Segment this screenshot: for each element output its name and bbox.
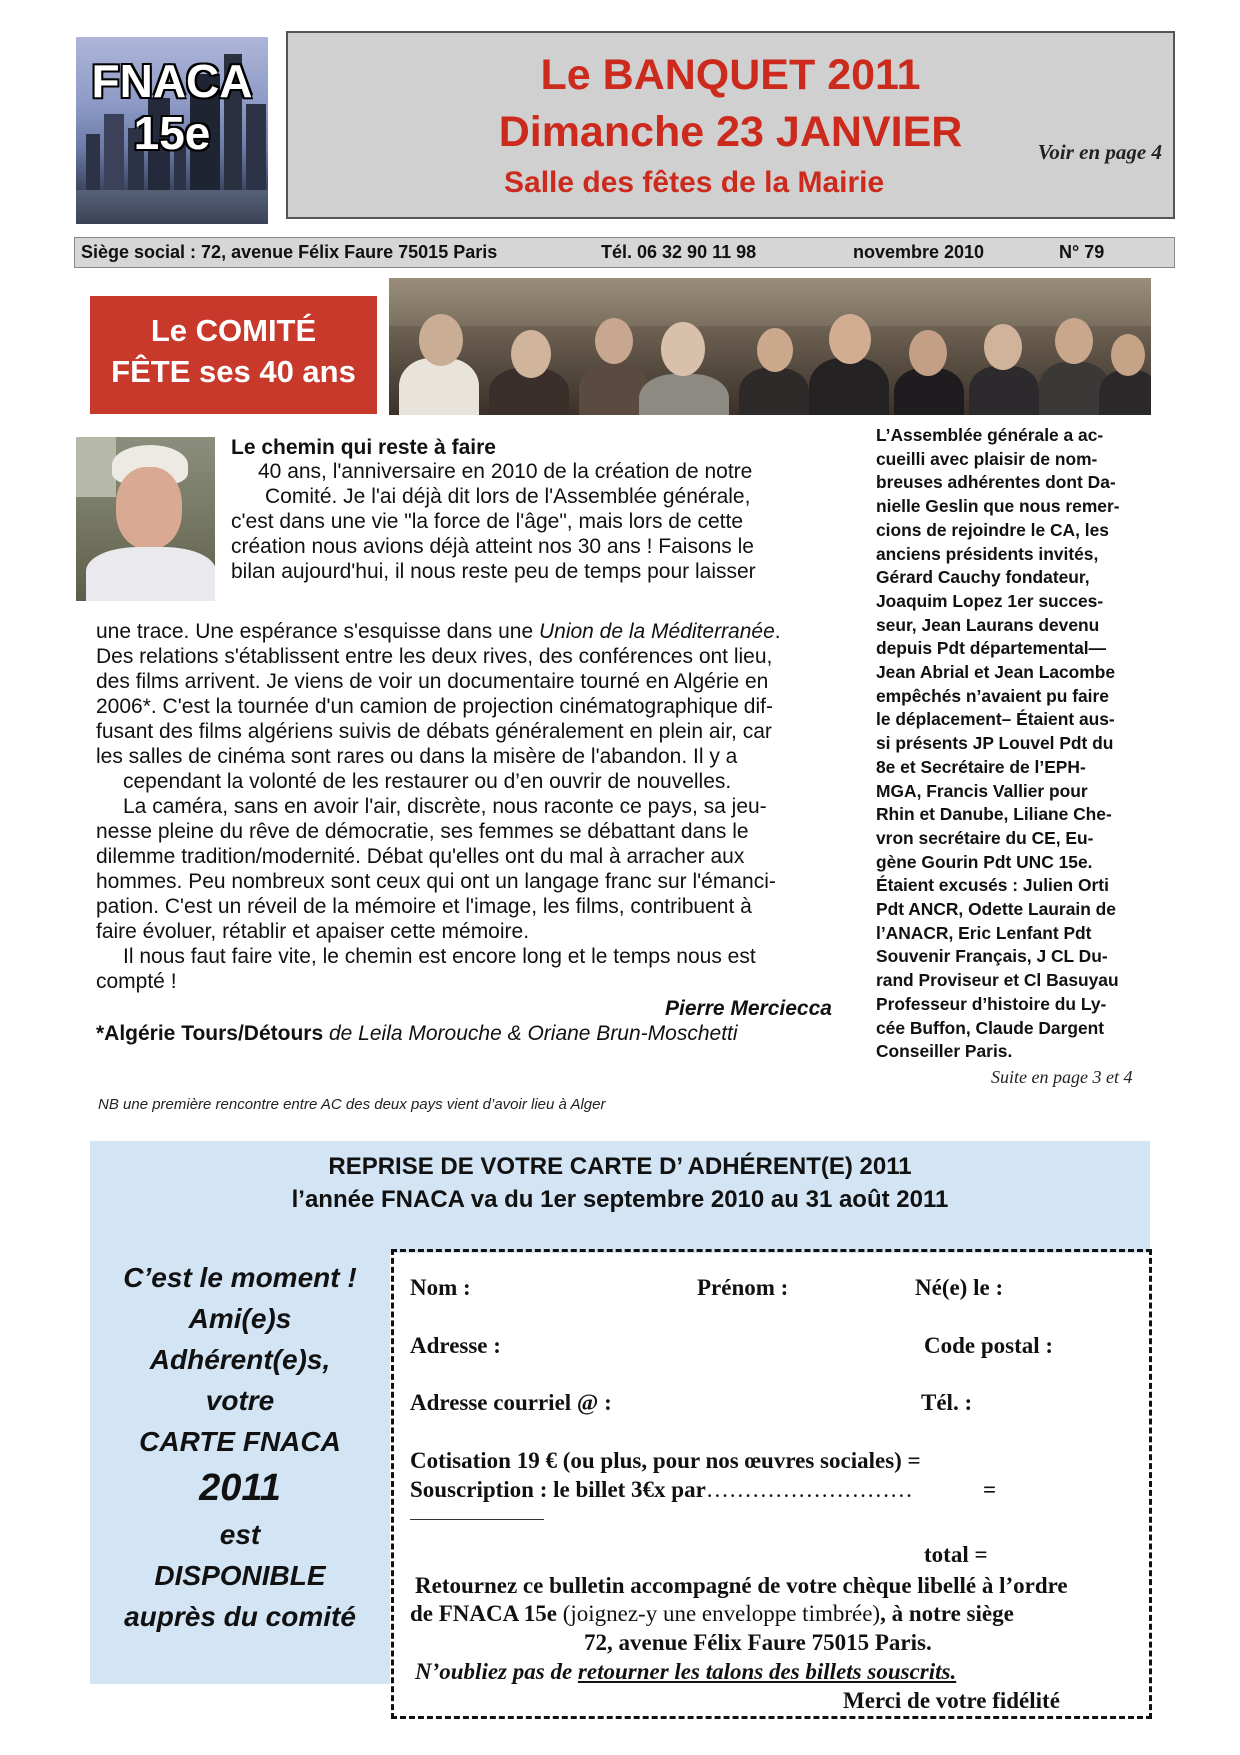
article-line: Comité. Je l'ai déjà dit lors de l'Assemblée générale,	[265, 485, 751, 508]
report-line: Gérard Cauchy fondateur,	[876, 567, 1090, 588]
fnaca-logo	[76, 37, 268, 224]
name-field-label[interactable]: Nom :	[410, 1275, 471, 1300]
phone-field-label[interactable]: Tél. :	[921, 1390, 973, 1415]
message-line: CARTE FNACA	[139, 1426, 341, 1457]
phone-number: Tél. 06 32 90 11 98	[601, 242, 757, 262]
article-line: les salles de cinéma sont rares ou dans la misère de l'abandon. Il y a	[96, 745, 738, 768]
article-line: pation. C'est un réveil de la mémoire et l'image, les films, contribuent à	[96, 895, 752, 918]
message-line: Adhérent(e)s,	[149, 1344, 331, 1375]
email-field-label[interactable]: Adresse courriel @ :	[410, 1390, 612, 1415]
return-address: 72, avenue Félix Faure 75015 Paris.	[584, 1630, 932, 1655]
report-line: cueilli avec plaisir de nom-	[876, 448, 1098, 469]
article-line: fusant des films algériens suivis de débats généralement en plein air, car	[96, 720, 772, 743]
article-line: nesse pleine du rêve de démocratie, ses femmes se débattant dans le	[96, 820, 749, 843]
birth-date-field-label[interactable]: Né(e) le :	[915, 1275, 1004, 1300]
assembly-photo	[389, 278, 1151, 415]
article-line: compté !	[96, 970, 177, 993]
report-line: Étaient excusés : Julien Orti	[876, 875, 1109, 896]
banquet-header	[286, 31, 1175, 219]
article-line: dilemme tradition/modernité. Débat qu'elles ont du mal à arracher aux	[96, 845, 745, 868]
info-bar	[74, 237, 1175, 268]
article-footnote	[96, 1021, 738, 1046]
article-line: c'est dans une vie "la force de l'âge", mais lors de cette	[231, 510, 744, 533]
report-line: breuses adhérentes dont Da-	[876, 472, 1116, 493]
report-line: L’Assemblée générale a ac-	[876, 425, 1104, 445]
report-line: MGA, Francis Vallier pour	[876, 780, 1088, 801]
message-line: Ami(e)s	[188, 1303, 292, 1334]
subscription-dots: ………………………	[705, 1477, 913, 1502]
message-line: votre	[205, 1385, 275, 1416]
article-line	[96, 619, 781, 644]
report-line: seur, Jean Laurans devenu	[876, 614, 1100, 635]
article-line: Il nous faut faire vite, le chemin est encore long et le temps nous est	[123, 945, 756, 968]
message-line: auprès du comité	[124, 1601, 356, 1632]
report-line: Jean Abrial et Jean Lacombe	[876, 662, 1116, 683]
membership-heading: REPRISE DE VOTRE CARTE D’ ADHÉRENT(E) 2011	[328, 1153, 912, 1180]
membership-period: l’année FNACA va du 1er septembre 2010 au 31 août 2011	[291, 1186, 949, 1213]
article-text: .	[774, 620, 781, 643]
message-year: 2011	[199, 1467, 281, 1509]
article-line: bilan aujourd'hui, il nous reste peu de temps pour laisser	[231, 560, 756, 583]
author-portrait	[76, 437, 215, 601]
report-line: le déplacement– Étaient aus-	[876, 709, 1115, 730]
comite-banner	[90, 296, 377, 414]
continued-note: Suite en page 3 et 4	[991, 1067, 1133, 1087]
report-line: cée Buffon, Claude Dargent	[876, 1017, 1105, 1038]
reminder-text: N’oubliez pas de	[415, 1659, 578, 1684]
report-line: vron secrétaire du CE, Eu-	[876, 827, 1094, 848]
article-line: Des relations s'établissent entre les deux rives, des conférences ont lieu,	[96, 645, 773, 668]
return-text: , à notre siège	[880, 1601, 1014, 1626]
report-line: Joaquim Lopez 1er succes-	[876, 590, 1104, 611]
first-name-field-label[interactable]: Prénom :	[697, 1275, 789, 1300]
subscription-label: Souscription : le billet 3€x par	[410, 1477, 706, 1502]
subscription-line[interactable]	[410, 1477, 913, 1503]
report-line: nielle Geslin que nous remer-	[876, 496, 1120, 517]
article-line: 2006*. C'est la tournée d'un camion de projection cinématographique dif-	[96, 695, 773, 718]
logo-title: FNACA	[91, 55, 253, 107]
report-line: gène Gourin Pdt UNC 15e.	[876, 851, 1093, 872]
assembly-report-column	[876, 424, 1146, 1064]
separator-line	[410, 1519, 544, 1520]
banquet-title: Le BANQUET 2011	[540, 51, 921, 99]
return-instructions	[410, 1601, 1014, 1627]
thanks-line: Merci de votre fidélité	[843, 1688, 1060, 1713]
report-line: rand Proviseur et Cl Basuyau	[876, 970, 1119, 991]
article-emphasis: Union de la Méditerranée	[538, 620, 775, 643]
report-line: Rhin et Danube, Liliane Che-	[876, 804, 1112, 825]
article-line: cependant la volonté de les restaurer ou d’en ouvrir de nouvelles.	[123, 770, 732, 793]
report-line: Souvenir Français, J CL Du-	[876, 946, 1108, 967]
nb-note: NB une première rencontre entre AC des deux pays vient d’avoir lieu à Alger	[98, 1096, 606, 1113]
article-line: faire évoluer, rétablir et apaiser cette mémoire.	[96, 920, 530, 943]
report-line: Professeur d’histoire du Ly-	[876, 993, 1107, 1014]
footnote-title: *Algérie Tours/Détours	[96, 1022, 324, 1045]
article-text: une trace. Une espérance s'esquisse dans une	[96, 620, 539, 643]
report-line: 8e et Secrétaire de l’EPH-	[876, 756, 1086, 777]
article-line: création nous avions déjà atteint nos 30 ans ! Faisons le	[231, 535, 754, 558]
postal-code-field-label[interactable]: Code postal :	[924, 1333, 1054, 1358]
report-line: depuis Pdt départemental—	[876, 638, 1106, 659]
return-instructions: Retournez ce bulletin accompagné de votre chèque libellé à l’ordre	[415, 1573, 1068, 1598]
comite-line-2: FÊTE ses 40 ans	[111, 354, 356, 389]
article-line: La caméra, sans en avoir l'air, discrète, nous raconte ce pays, sa jeu-	[123, 795, 767, 818]
reminder-emphasis: retourner les talons des billets souscrits.	[577, 1659, 957, 1684]
banquet-venue: Salle des fêtes de la Mairie	[504, 166, 885, 199]
message-line: est	[219, 1519, 261, 1550]
report-line: Conseiller Paris.	[876, 1041, 1013, 1062]
report-line: Pdt ANCR, Odette Laurain de	[876, 899, 1116, 920]
issue-date: novembre 2010	[853, 242, 985, 262]
membership-message	[90, 1262, 390, 1682]
article-line: hommes. Peu nombreux sont ceux qui ont un langage franc sur l'émanci-	[96, 870, 776, 893]
subscription-equals: =	[983, 1477, 997, 1502]
head-office-address: Siège social : 72, avenue Félix Faure 75015 Paris	[81, 242, 498, 262]
return-envelope-note: (joignez-y une enveloppe timbrée)	[562, 1601, 881, 1626]
article-author: Pierre Merciecca	[665, 997, 832, 1020]
return-text: de FNACA 15e	[410, 1601, 563, 1626]
article-line: des films arrivent. Je viens de voir un documentaire tourné en Algérie en	[96, 670, 769, 693]
message-line: C’est le moment !	[123, 1262, 357, 1293]
article-title: Le chemin qui reste à faire	[231, 436, 496, 459]
report-line: si présents JP Louvel Pdt du	[876, 733, 1114, 754]
logo-subtitle: 15e	[133, 107, 211, 159]
contribution-line[interactable]: Cotisation 19 € (ou plus, pour nos œuvres sociales) =	[410, 1448, 921, 1473]
report-line: empêchés n’avaient pu faire	[876, 685, 1109, 706]
address-field-label[interactable]: Adresse :	[410, 1333, 501, 1358]
article-line: 40 ans, l'anniversaire en 2010 de la création de notre	[258, 460, 753, 483]
message-line: DISPONIBLE	[154, 1560, 326, 1591]
report-line: l’ANACR, Eric Lenfant Pdt	[876, 922, 1092, 943]
reminder-line	[415, 1659, 956, 1685]
footnote-credits: de Leila Morouche & Oriane Brun-Moschetti	[323, 1022, 738, 1045]
comite-line-1: Le COMITÉ	[150, 313, 317, 348]
report-line: cions de rejoindre le CA, les	[876, 519, 1109, 540]
banquet-date: Dimanche 23 JANVIER	[498, 108, 963, 156]
report-line: anciens présidents invités,	[876, 543, 1099, 564]
total-label[interactable]: total =	[924, 1542, 988, 1567]
issue-number: N° 79	[1059, 242, 1105, 262]
see-page-note: Voir en page 4	[1037, 140, 1162, 164]
